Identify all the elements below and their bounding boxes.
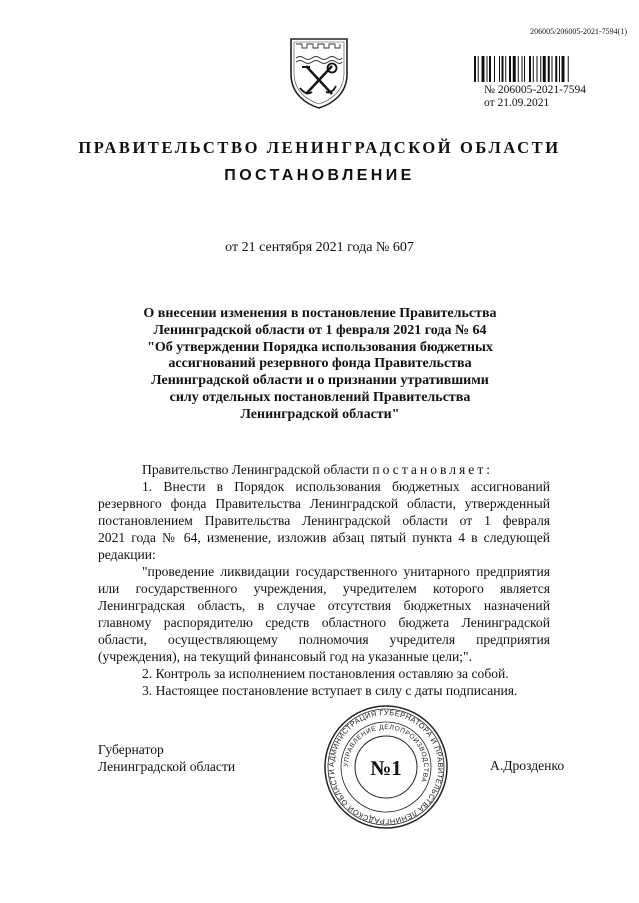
registration-date: от 21.09.2021 — [484, 97, 550, 109]
heading-line: Ленинградской области" — [240, 406, 400, 422]
barcode-bar — [568, 56, 569, 82]
barcode-bar — [489, 56, 491, 82]
barcode-bar — [533, 56, 534, 82]
barcode-icon — [474, 56, 602, 82]
position-line: Ленинградской области — [98, 759, 236, 774]
barcode-bar — [494, 56, 495, 82]
government-title: ПРАВИТЕЛЬСТВО ЛЕНИНГРАДСКОЙ ОБЛАСТИ — [78, 138, 561, 157]
barcode-bar — [555, 56, 557, 82]
barcode-bar — [548, 56, 550, 82]
position-line: Губернатор — [98, 742, 164, 757]
barcode-bar — [529, 56, 531, 82]
document-body — [98, 461, 550, 699]
heading-line: силу отдельных постановлений Правительства — [169, 389, 471, 405]
registration-block — [484, 84, 586, 110]
document-type-title: ПОСТАНОВЛЕНИЕ — [224, 167, 415, 184]
barcode-bar — [474, 56, 476, 82]
item3-paragraph: 3. Настоящее постановление вступает в силу с даты подписания. — [142, 683, 518, 698]
item1-line: постановлением Правительства Ленинградской области от 1 февраля — [98, 513, 550, 528]
coat-of-arms-icon — [288, 36, 350, 110]
barcode-bar — [509, 56, 511, 82]
document-subject-heading — [120, 306, 520, 424]
barcode-bar — [543, 56, 546, 82]
heading-line: О внесении изменения в постановление Правительства — [143, 306, 497, 321]
barcode-bar — [499, 56, 500, 82]
quote-line: Ленинградская область, в случае отсутствия бюджетных назначений — [98, 598, 550, 613]
registration-number: № 206005-2021-7594 — [484, 84, 587, 96]
round-seal-stamp — [322, 703, 450, 831]
quote-line: или государственного учреждения, учредителем которого является — [98, 581, 550, 596]
heading-line: Ленинградской области и о признании утратившими — [151, 373, 489, 389]
item1-line: 2021 года № 64, изменение, изложив абзац пятый пункта 4 в следующей — [98, 530, 550, 545]
barcode-bar — [513, 56, 516, 82]
stamp-inner-text: УПРАВЛЕНИЕ ДЕЛОПРОИЗВОДСТВА — [342, 723, 430, 784]
intro-verb: постановляет: — [372, 462, 494, 477]
barcode-bar — [559, 56, 560, 82]
barcode-bar — [518, 56, 519, 82]
document-id: 206005/206005-2021-7594(1) — [530, 27, 627, 36]
barcode-bar — [522, 56, 523, 82]
barcode-bar — [524, 56, 525, 82]
quote-line: "проведение ликвидации государственного унитарного предприятия — [142, 564, 550, 579]
barcode-bar — [487, 56, 488, 82]
intro-text: Правительство Ленинградской области — [142, 462, 369, 477]
quote-line: главному распорядителю средств областного бюджета Ленинградской — [98, 615, 550, 630]
heading-line: ассигнований резервного фонда Правительства — [168, 356, 472, 372]
barcode-bar — [562, 56, 565, 82]
heading-line: Ленинградской области от 1 февраля 2021 года № 64 — [153, 322, 487, 338]
stamp-ring-text: АДМИНИСТРАЦИЯ ГУБЕРНАТОРА И ПРАВИТЕЛЬСТВА ЛЕНИНГРАДСКОЙ ОБЛАСТИ — [326, 707, 446, 827]
barcode-bar — [552, 56, 553, 82]
barcode-bar — [505, 56, 506, 82]
item1-line: редакции: — [98, 547, 156, 562]
heading-line: "Об утверждении Порядка использования бюджетных — [147, 339, 493, 355]
barcode-bar — [502, 56, 504, 82]
quote-line: (учреждения), на текущий финансовый год на указанные цели;". — [98, 649, 472, 664]
barcode-bar — [540, 56, 541, 82]
quote-line: области, осуществляющему полномочия учредителя предприятия — [98, 632, 550, 647]
barcode-bar — [482, 56, 485, 82]
item1-line: резервного фонда Правительства Ленинградской области, утвержденный — [98, 496, 550, 511]
item2-paragraph: 2. Контроль за исполнением постановления оставляю за собой. — [142, 666, 509, 681]
stamp-number: №1 — [370, 756, 402, 780]
document-date-number: от 21 сентября 2021 года № 607 — [225, 240, 414, 255]
item1-line: 1. Внести в Порядок использования бюджетных ассигнований — [142, 479, 550, 494]
barcode-bar — [478, 56, 479, 82]
barcode-bar — [537, 56, 538, 82]
signatory-position — [98, 741, 235, 775]
signatory-name: А.Дрозденко — [490, 758, 565, 773]
intro-paragraph — [98, 461, 550, 478]
